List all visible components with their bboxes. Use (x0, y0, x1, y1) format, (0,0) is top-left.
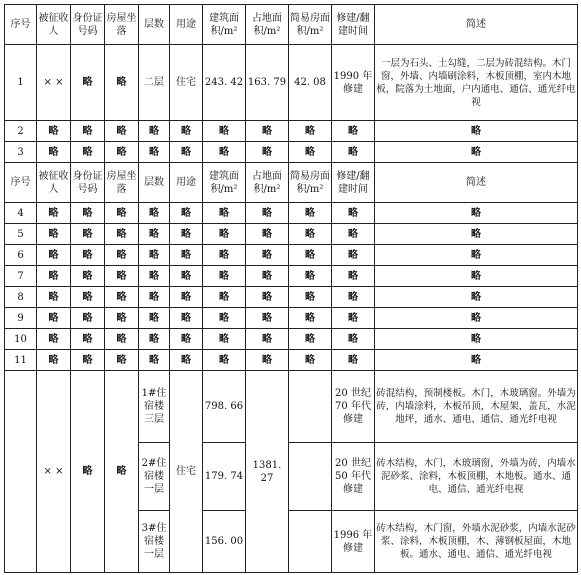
table-row-building-1 (5, 371, 578, 443)
header-year: 修建/翻建时间 (332, 163, 375, 203)
cell-building-area: 略 (203, 224, 246, 245)
cell-land-area: 略 (246, 266, 289, 287)
cell-floors: 略 (139, 266, 170, 287)
header-owner: 被征收人 (37, 5, 71, 45)
cell-location: 略 (105, 287, 139, 308)
cell-owner: 略 (37, 329, 71, 350)
cell-id-number: 略 (71, 224, 105, 245)
cell-description: 略 (375, 350, 578, 371)
cell-owner: 略 (37, 224, 71, 245)
cell-location: 略 (105, 203, 139, 224)
cell-owner: 略 (37, 308, 71, 329)
cell-simple-area (289, 511, 332, 573)
cell-land-area: 略 (246, 224, 289, 245)
cell-location: 略 (105, 45, 139, 121)
cell-simple-area: 略 (289, 121, 332, 142)
header-simple-area: 简易房面积/m² (289, 5, 332, 45)
cell-year: 1996 年修建 (332, 511, 375, 573)
cell-building-area: 略 (203, 203, 246, 224)
cell-simple-area: 略 (289, 287, 332, 308)
table-row (5, 287, 578, 308)
cell-owner: × × (37, 371, 71, 573)
cell-simple-area: 略 (289, 266, 332, 287)
cell-building-area: 略 (203, 142, 246, 163)
header-land-area: 占地面积/m² (246, 163, 289, 203)
cell-seq: 5 (5, 224, 37, 245)
cell-owner: 略 (37, 266, 71, 287)
cell-owner: 略 (37, 245, 71, 266)
cell-description: 略 (375, 142, 578, 163)
cell-id-number: 略 (71, 121, 105, 142)
table-row (5, 142, 578, 163)
cell-building-area: 略 (203, 350, 246, 371)
cell-year: 略 (332, 203, 375, 224)
cell-year: 略 (332, 266, 375, 287)
cell-year: 略 (332, 121, 375, 142)
cell-building-area: 243. 42 (203, 45, 246, 121)
cell-description: 砖木结构，木门窗，外墙水泥砂浆，内墙水泥砂浆、涂料，木板顶棚，木、薄钢板屋面，木地板。通水、通电、通信、通光纤电视 (375, 511, 578, 573)
cell-year: 略 (332, 224, 375, 245)
cell-simple-area (289, 371, 332, 443)
cell-simple-area (289, 443, 332, 511)
cell-seq: 9 (5, 308, 37, 329)
cell-building-name: 3#住宿楼一层 (139, 511, 170, 573)
header-description: 简述 (375, 163, 578, 203)
table-row (5, 45, 578, 121)
cell-seq: 11 (5, 350, 37, 371)
omitted-rows-b (5, 203, 578, 371)
cell-id-number: 略 (71, 266, 105, 287)
cell-id-number: 略 (71, 350, 105, 371)
cell-id-number: 略 (71, 142, 105, 163)
header-land-area: 占地面积/m² (246, 5, 289, 45)
cell-description: 一层为石头、土勾缝，二层为砖混结构。木门窗，外墙、内墙刷涂料，木板顶棚，室内木地板，院落为土地面，户内通电、通信、通光纤电视 (375, 45, 578, 121)
table-header-row-repeat (5, 163, 578, 203)
cell-building-area: 179. 74 (203, 443, 246, 511)
cell-building-area: 略 (203, 121, 246, 142)
cell-year: 1990 年修建 (332, 45, 375, 121)
cell-floors: 略 (139, 308, 170, 329)
header-location: 房屋坐落 (105, 5, 139, 45)
cell-id-number: 略 (71, 371, 105, 573)
header-seq: 序号 (5, 163, 37, 203)
cell-location: 略 (105, 142, 139, 163)
cell-owner: 略 (37, 121, 71, 142)
cell-location: 略 (105, 224, 139, 245)
cell-simple-area: 略 (289, 224, 332, 245)
cell-id-number: 略 (71, 245, 105, 266)
cell-description: 略 (375, 308, 578, 329)
cell-seq: 2 (5, 121, 37, 142)
cell-land-area: 1381. 27 (246, 371, 289, 573)
cell-simple-area: 略 (289, 329, 332, 350)
cell-description: 砖木结构，木门，木玻璃窗，外墙为砖，内墙水泥砂浆、涂料，木板顶棚，木地板。通水、通电、通信、通光纤电视 (375, 443, 578, 511)
cell-use: 略 (170, 350, 203, 371)
cell-id-number: 略 (71, 203, 105, 224)
cell-location: 略 (105, 350, 139, 371)
omitted-rows-a (5, 121, 578, 163)
cell-year: 略 (332, 142, 375, 163)
cell-use: 略 (170, 121, 203, 142)
cell-use: 略 (170, 224, 203, 245)
cell-year: 略 (332, 287, 375, 308)
cell-land-area: 略 (246, 308, 289, 329)
cell-building-area: 略 (203, 329, 246, 350)
cell-seq: 4 (5, 203, 37, 224)
cell-floors: 略 (139, 203, 170, 224)
cell-land-area: 略 (246, 142, 289, 163)
cell-description: 略 (375, 329, 578, 350)
header-simple-area: 简易房面积/m² (289, 163, 332, 203)
cell-floors: 略 (139, 224, 170, 245)
cell-owner: × × (37, 45, 71, 121)
header-year: 修建/翻建时间 (332, 5, 375, 45)
header-id-number: 身份证号码 (71, 163, 105, 203)
cell-use: 住宅 (170, 371, 203, 573)
cell-id-number: 略 (71, 45, 105, 121)
cell-owner: 略 (37, 203, 71, 224)
cell-description: 砖混结构，预制楼板。木门，木玻璃窗。外墙为砖，内墙涂料，木板吊顶，木屋架，盖瓦，水泥地坪，通水、通电、通信、通光纤电视 (375, 371, 578, 443)
cell-seq: 10 (5, 329, 37, 350)
cell-land-area: 略 (246, 203, 289, 224)
cell-building-name: 1#住宿楼三层 (139, 371, 170, 443)
cell-floors: 略 (139, 245, 170, 266)
cell-description: 略 (375, 245, 578, 266)
cell-floors: 二层 (139, 45, 170, 121)
header-floors: 层数 (139, 163, 170, 203)
table-row (5, 245, 578, 266)
cell-land-area: 略 (246, 121, 289, 142)
cell-year: 略 (332, 308, 375, 329)
cell-location: 略 (105, 121, 139, 142)
cell-building-area: 略 (203, 266, 246, 287)
cell-year: 20 世纪 50 年代修建 (332, 443, 375, 511)
cell-use: 略 (170, 142, 203, 163)
table-row (5, 329, 578, 350)
cell-simple-area: 略 (289, 203, 332, 224)
cell-floors: 略 (139, 287, 170, 308)
cell-seq (5, 371, 37, 573)
cell-use: 略 (170, 245, 203, 266)
cell-simple-area: 42. 08 (289, 45, 332, 121)
table-row (5, 350, 578, 371)
cell-land-area: 163. 79 (246, 45, 289, 121)
cell-seq: 6 (5, 245, 37, 266)
cell-year: 略 (332, 350, 375, 371)
expropriation-table (4, 4, 578, 573)
cell-seq: 1 (5, 45, 37, 121)
header-description: 简述 (375, 5, 578, 45)
table-row (5, 308, 578, 329)
cell-location: 略 (105, 245, 139, 266)
cell-use: 略 (170, 287, 203, 308)
cell-id-number: 略 (71, 287, 105, 308)
cell-seq: 3 (5, 142, 37, 163)
cell-floors: 略 (139, 142, 170, 163)
cell-use: 略 (170, 329, 203, 350)
cell-description: 略 (375, 266, 578, 287)
table-row (5, 224, 578, 245)
cell-floors: 略 (139, 329, 170, 350)
cell-building-area: 略 (203, 245, 246, 266)
cell-building-name: 2#住宿楼一层 (139, 443, 170, 511)
cell-simple-area: 略 (289, 308, 332, 329)
cell-use: 略 (170, 203, 203, 224)
header-owner: 被征收人 (37, 163, 71, 203)
header-id-number: 身份证号码 (71, 5, 105, 45)
table-row (5, 121, 578, 142)
cell-location: 略 (105, 329, 139, 350)
cell-location: 略 (105, 308, 139, 329)
cell-use: 略 (170, 308, 203, 329)
cell-description: 略 (375, 224, 578, 245)
cell-land-area: 略 (246, 245, 289, 266)
cell-seq: 8 (5, 287, 37, 308)
cell-use: 略 (170, 266, 203, 287)
cell-building-area: 798. 66 (203, 371, 246, 443)
header-floors: 层数 (139, 5, 170, 45)
cell-land-area: 略 (246, 329, 289, 350)
cell-building-area: 略 (203, 308, 246, 329)
header-location: 房屋坐落 (105, 163, 139, 203)
cell-description: 略 (375, 121, 578, 142)
cell-year: 20 世纪 70 年代修建 (332, 371, 375, 443)
cell-seq: 7 (5, 266, 37, 287)
cell-simple-area: 略 (289, 245, 332, 266)
cell-owner: 略 (37, 142, 71, 163)
cell-simple-area: 略 (289, 142, 332, 163)
cell-use: 住宅 (170, 45, 203, 121)
cell-location: 略 (105, 266, 139, 287)
cell-owner: 略 (37, 287, 71, 308)
header-building-area: 建筑面积/m² (203, 5, 246, 45)
header-seq: 序号 (5, 5, 37, 45)
cell-building-area: 略 (203, 287, 246, 308)
cell-land-area: 略 (246, 350, 289, 371)
cell-land-area: 略 (246, 287, 289, 308)
header-use: 用途 (170, 163, 203, 203)
cell-building-area: 156. 00 (203, 511, 246, 573)
table-row (5, 266, 578, 287)
cell-owner: 略 (37, 350, 71, 371)
cell-year: 略 (332, 245, 375, 266)
cell-floors: 略 (139, 121, 170, 142)
cell-year: 略 (332, 329, 375, 350)
header-building-area: 建筑面积/m² (203, 163, 246, 203)
table-row (5, 203, 578, 224)
cell-floors: 略 (139, 350, 170, 371)
cell-location: 略 (105, 371, 139, 573)
cell-id-number: 略 (71, 308, 105, 329)
cell-simple-area: 略 (289, 350, 332, 371)
cell-description: 略 (375, 287, 578, 308)
cell-description: 略 (375, 203, 578, 224)
header-use: 用途 (170, 5, 203, 45)
table-header-row (5, 5, 578, 45)
cell-id-number: 略 (71, 329, 105, 350)
